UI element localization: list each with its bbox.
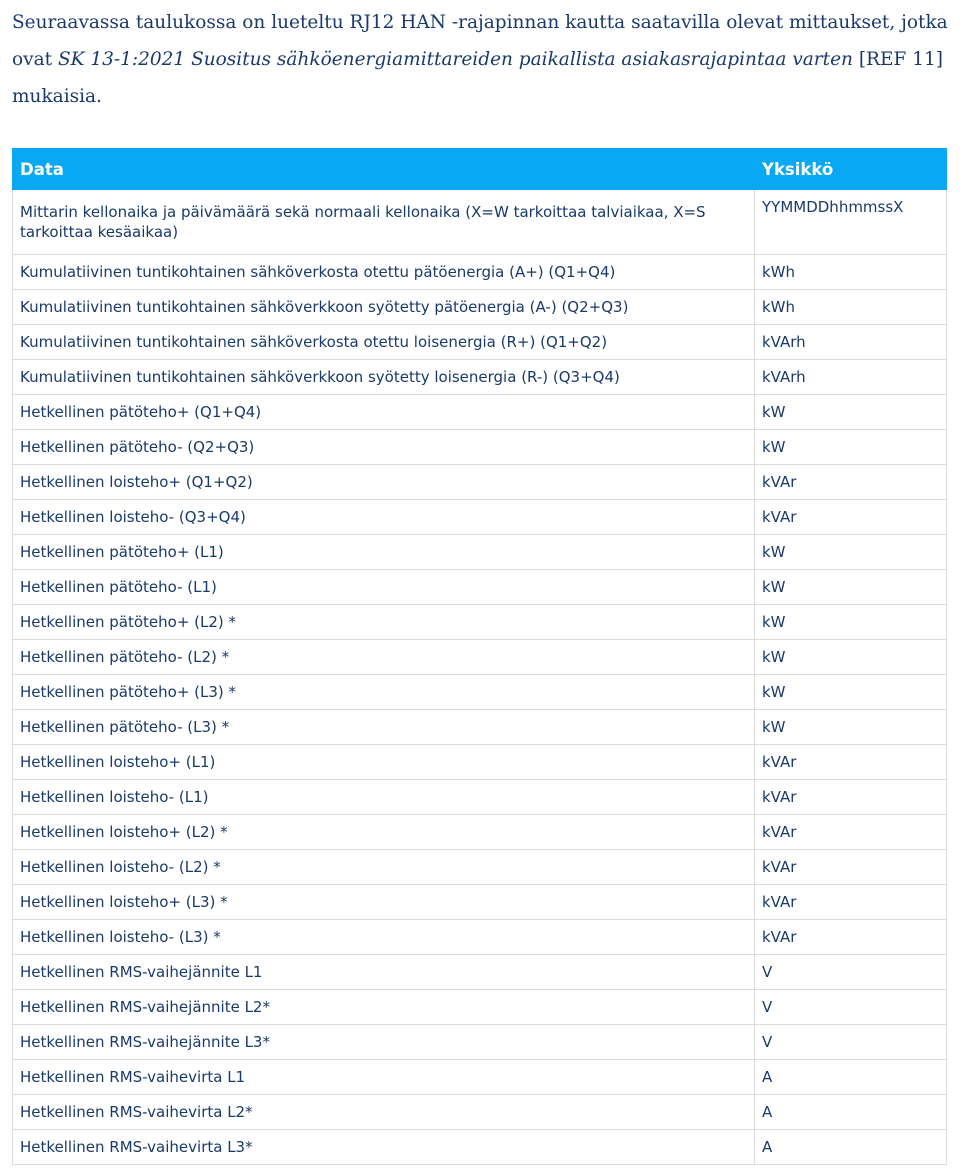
table-row	[13, 430, 947, 465]
measurement-name: Hetkellinen pätöteho- (L2) *	[13, 640, 755, 675]
table-row	[13, 850, 947, 885]
measurement-unit: kVAr	[755, 780, 947, 815]
measurement-unit: kWh	[755, 290, 947, 325]
table-row	[13, 990, 947, 1025]
measurement-name: Hetkellinen RMS-vaihejännite L2*	[13, 990, 755, 1025]
table-row	[13, 190, 947, 255]
measurement-unit: kVArh	[755, 325, 947, 360]
intro-text-before: Seuraavassa taulukossa on lueteltu RJ12 HAN -rajapinnan kautta saatavilla olevat mittaukset, jotka ovat	[12, 12, 948, 70]
header-unit: Yksikkö	[755, 149, 947, 190]
measurement-unit: kW	[755, 395, 947, 430]
measurement-unit: kW	[755, 430, 947, 465]
table-row	[13, 290, 947, 325]
measurement-name: Kumulatiivinen tuntikohtainen sähköverkkoon syötetty loisenergia (R-) (Q3+Q4)	[13, 360, 755, 395]
measurement-unit: kVAr	[755, 885, 947, 920]
measurement-name: Hetkellinen pätöteho+ (L3) *	[13, 675, 755, 710]
measurement-unit: kVAr	[755, 920, 947, 955]
measurement-name: Hetkellinen loisteho- (Q3+Q4)	[13, 500, 755, 535]
table-row	[13, 710, 947, 745]
measurement-name: Kumulatiivinen tuntikohtainen sähköverkkoon syötetty pätöenergia (A-) (Q2+Q3)	[13, 290, 755, 325]
measurement-unit: kW	[755, 640, 947, 675]
table-row	[13, 255, 947, 290]
table-row	[13, 780, 947, 815]
measurement-name: Hetkellinen pätöteho- (L1)	[13, 570, 755, 605]
measurement-name: Hetkellinen pätöteho- (L3) *	[13, 710, 755, 745]
measurement-unit: V	[755, 990, 947, 1025]
measurement-unit: kW	[755, 570, 947, 605]
measurement-name: Hetkellinen RMS-vaihevirta L1	[13, 1060, 755, 1095]
table-row	[13, 815, 947, 850]
measurements-table	[12, 148, 947, 1165]
table-row	[13, 465, 947, 500]
table-header-row	[13, 149, 947, 190]
measurement-unit: kVAr	[755, 815, 947, 850]
measurement-unit: kVAr	[755, 850, 947, 885]
table-row	[13, 535, 947, 570]
table-row	[13, 570, 947, 605]
table-row	[13, 955, 947, 990]
table-row	[13, 675, 947, 710]
measurement-name: Hetkellinen RMS-vaihejännite L1	[13, 955, 755, 990]
measurement-name: Hetkellinen loisteho- (L2) *	[13, 850, 755, 885]
measurement-unit: V	[755, 1025, 947, 1060]
measurement-unit: kVAr	[755, 465, 947, 500]
table-row	[13, 1060, 947, 1095]
table-row	[13, 360, 947, 395]
table-row	[13, 745, 947, 780]
table-row	[13, 1095, 947, 1130]
measurement-unit: kVAr	[755, 500, 947, 535]
measurement-name: Hetkellinen loisteho- (L1)	[13, 780, 755, 815]
measurement-name: Hetkellinen loisteho- (L3) *	[13, 920, 755, 955]
header-data: Data	[13, 149, 755, 190]
table-row	[13, 885, 947, 920]
intro-paragraph	[12, 4, 952, 115]
measurement-name: Hetkellinen RMS-vaihevirta L3*	[13, 1130, 755, 1165]
measurement-name: Mittarin kellonaika ja päivämäärä sekä normaali kellonaika (X=W tarkoittaa talviaikaa, X=S tarkoittaa kesäaikaa)	[13, 190, 755, 255]
measurement-unit: kW	[755, 605, 947, 640]
table-row	[13, 395, 947, 430]
measurement-name: Hetkellinen RMS-vaihevirta L2*	[13, 1095, 755, 1130]
table-row	[13, 500, 947, 535]
measurement-name: Hetkellinen loisteho+ (Q1+Q2)	[13, 465, 755, 500]
measurement-name: Hetkellinen RMS-vaihejännite L3*	[13, 1025, 755, 1060]
measurement-unit: kW	[755, 675, 947, 710]
table-row	[13, 1025, 947, 1060]
table-row	[13, 1130, 947, 1165]
table-row	[13, 325, 947, 360]
table-row	[13, 605, 947, 640]
measurement-name: Hetkellinen loisteho+ (L3) *	[13, 885, 755, 920]
measurement-name: Kumulatiivinen tuntikohtainen sähköverkosta otettu pätöenergia (A+) (Q1+Q4)	[13, 255, 755, 290]
measurement-unit: A	[755, 1060, 947, 1095]
measurement-unit: A	[755, 1095, 947, 1130]
measurement-name: Hetkellinen pätöteho- (Q2+Q3)	[13, 430, 755, 465]
measurement-name: Hetkellinen pätöteho+ (Q1+Q4)	[13, 395, 755, 430]
measurement-unit: YYMMDDhhmmssX	[755, 190, 947, 255]
measurement-name: Hetkellinen pätöteho+ (L1)	[13, 535, 755, 570]
measurement-unit: kVAr	[755, 745, 947, 780]
table-row	[13, 640, 947, 675]
table-body	[13, 190, 947, 1165]
measurement-unit: kWh	[755, 255, 947, 290]
measurement-unit: kVArh	[755, 360, 947, 395]
measurement-name: Hetkellinen pätöteho+ (L2) *	[13, 605, 755, 640]
measurement-unit: kW	[755, 710, 947, 745]
measurement-unit: kW	[755, 535, 947, 570]
intro-text-after: [REF 11] mukaisia.	[12, 49, 943, 107]
intro-reference-title: SK 13-1:2021 Suositus sähköenergiamittareiden paikallista asiakasrajapintaa varten	[57, 49, 853, 70]
measurement-unit: A	[755, 1130, 947, 1165]
measurement-name: Hetkellinen loisteho+ (L1)	[13, 745, 755, 780]
table-row	[13, 920, 947, 955]
measurement-name: Kumulatiivinen tuntikohtainen sähköverkosta otettu loisenergia (R+) (Q1+Q2)	[13, 325, 755, 360]
measurement-unit: V	[755, 955, 947, 990]
measurement-name: Hetkellinen loisteho+ (L2) *	[13, 815, 755, 850]
